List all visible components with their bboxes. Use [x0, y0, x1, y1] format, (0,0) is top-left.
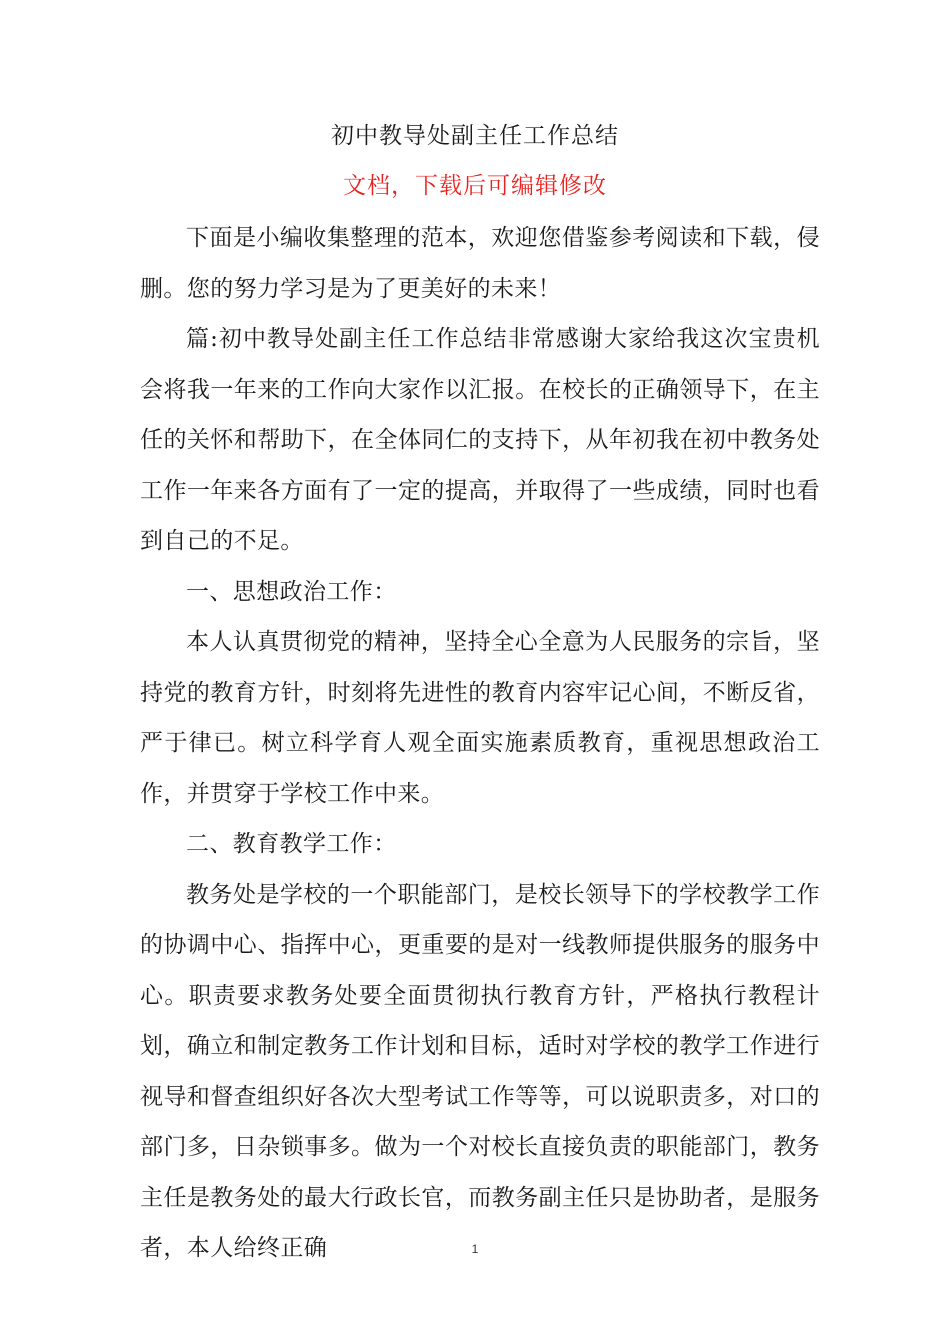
page-number: 1	[471, 1242, 479, 1256]
document-title: 初中教导处副主任工作总结	[331, 123, 619, 149]
intro-paragraph: 下面是小编收集整理的范本，欢迎您借鉴参考阅读和下载，侵删。您的努力学习是为了更美好的未来！	[140, 225, 820, 302]
opening-paragraph: 篇:初中教导处副主任工作总结非常感谢大家给我这次宝贵机会将我一年来的工作向大家作以汇报。在校长的正确领导下，在主任的关怀和帮助下，在全体同仁的支持下，从年初我在初中教务处工作一年来各方面有了一定的提高，并取得了一些成绩，同时也看到自己的不足。	[140, 326, 820, 554]
document-body	[140, 213, 820, 1274]
political-paragraph: 本人认真贯彻党的精神，坚持全心全意为人民服务的宗旨，坚持党的教育方针，时刻将先进性的教育内容牢记心间，不断反省，严于律已。树立科学育人观全面实施素质教育，重视思想政治工作，并贯穿于学校工作中来。	[140, 629, 820, 807]
teaching-paragraph: 教务处是学校的一个职能部门，是校长领导下的学校教学工作的协调中心、指挥中心，更重要的是对一线教师提供服务的服务中心。职责要求教务处要全面贯彻执行教育方针，严格执行教程计划，确立和制定教务工作计划和目标，适时对学校的教学工作进行视导和督查组织好各次大型考试工作等等，可以说职责多，对口的部门多，日杂锁事多。做为一个对校长直接负责的职能部门，教务主任是教务处的最大行政长官，而教务副主任只是协助者，是服务者，本人给终正确	[140, 881, 820, 1261]
document-subtitle: 文档，下载后可编辑修改	[343, 173, 607, 199]
section-heading-political: 一、思想政治工作：	[186, 578, 397, 605]
section-heading-teaching: 二、教育教学工作：	[186, 831, 397, 857]
